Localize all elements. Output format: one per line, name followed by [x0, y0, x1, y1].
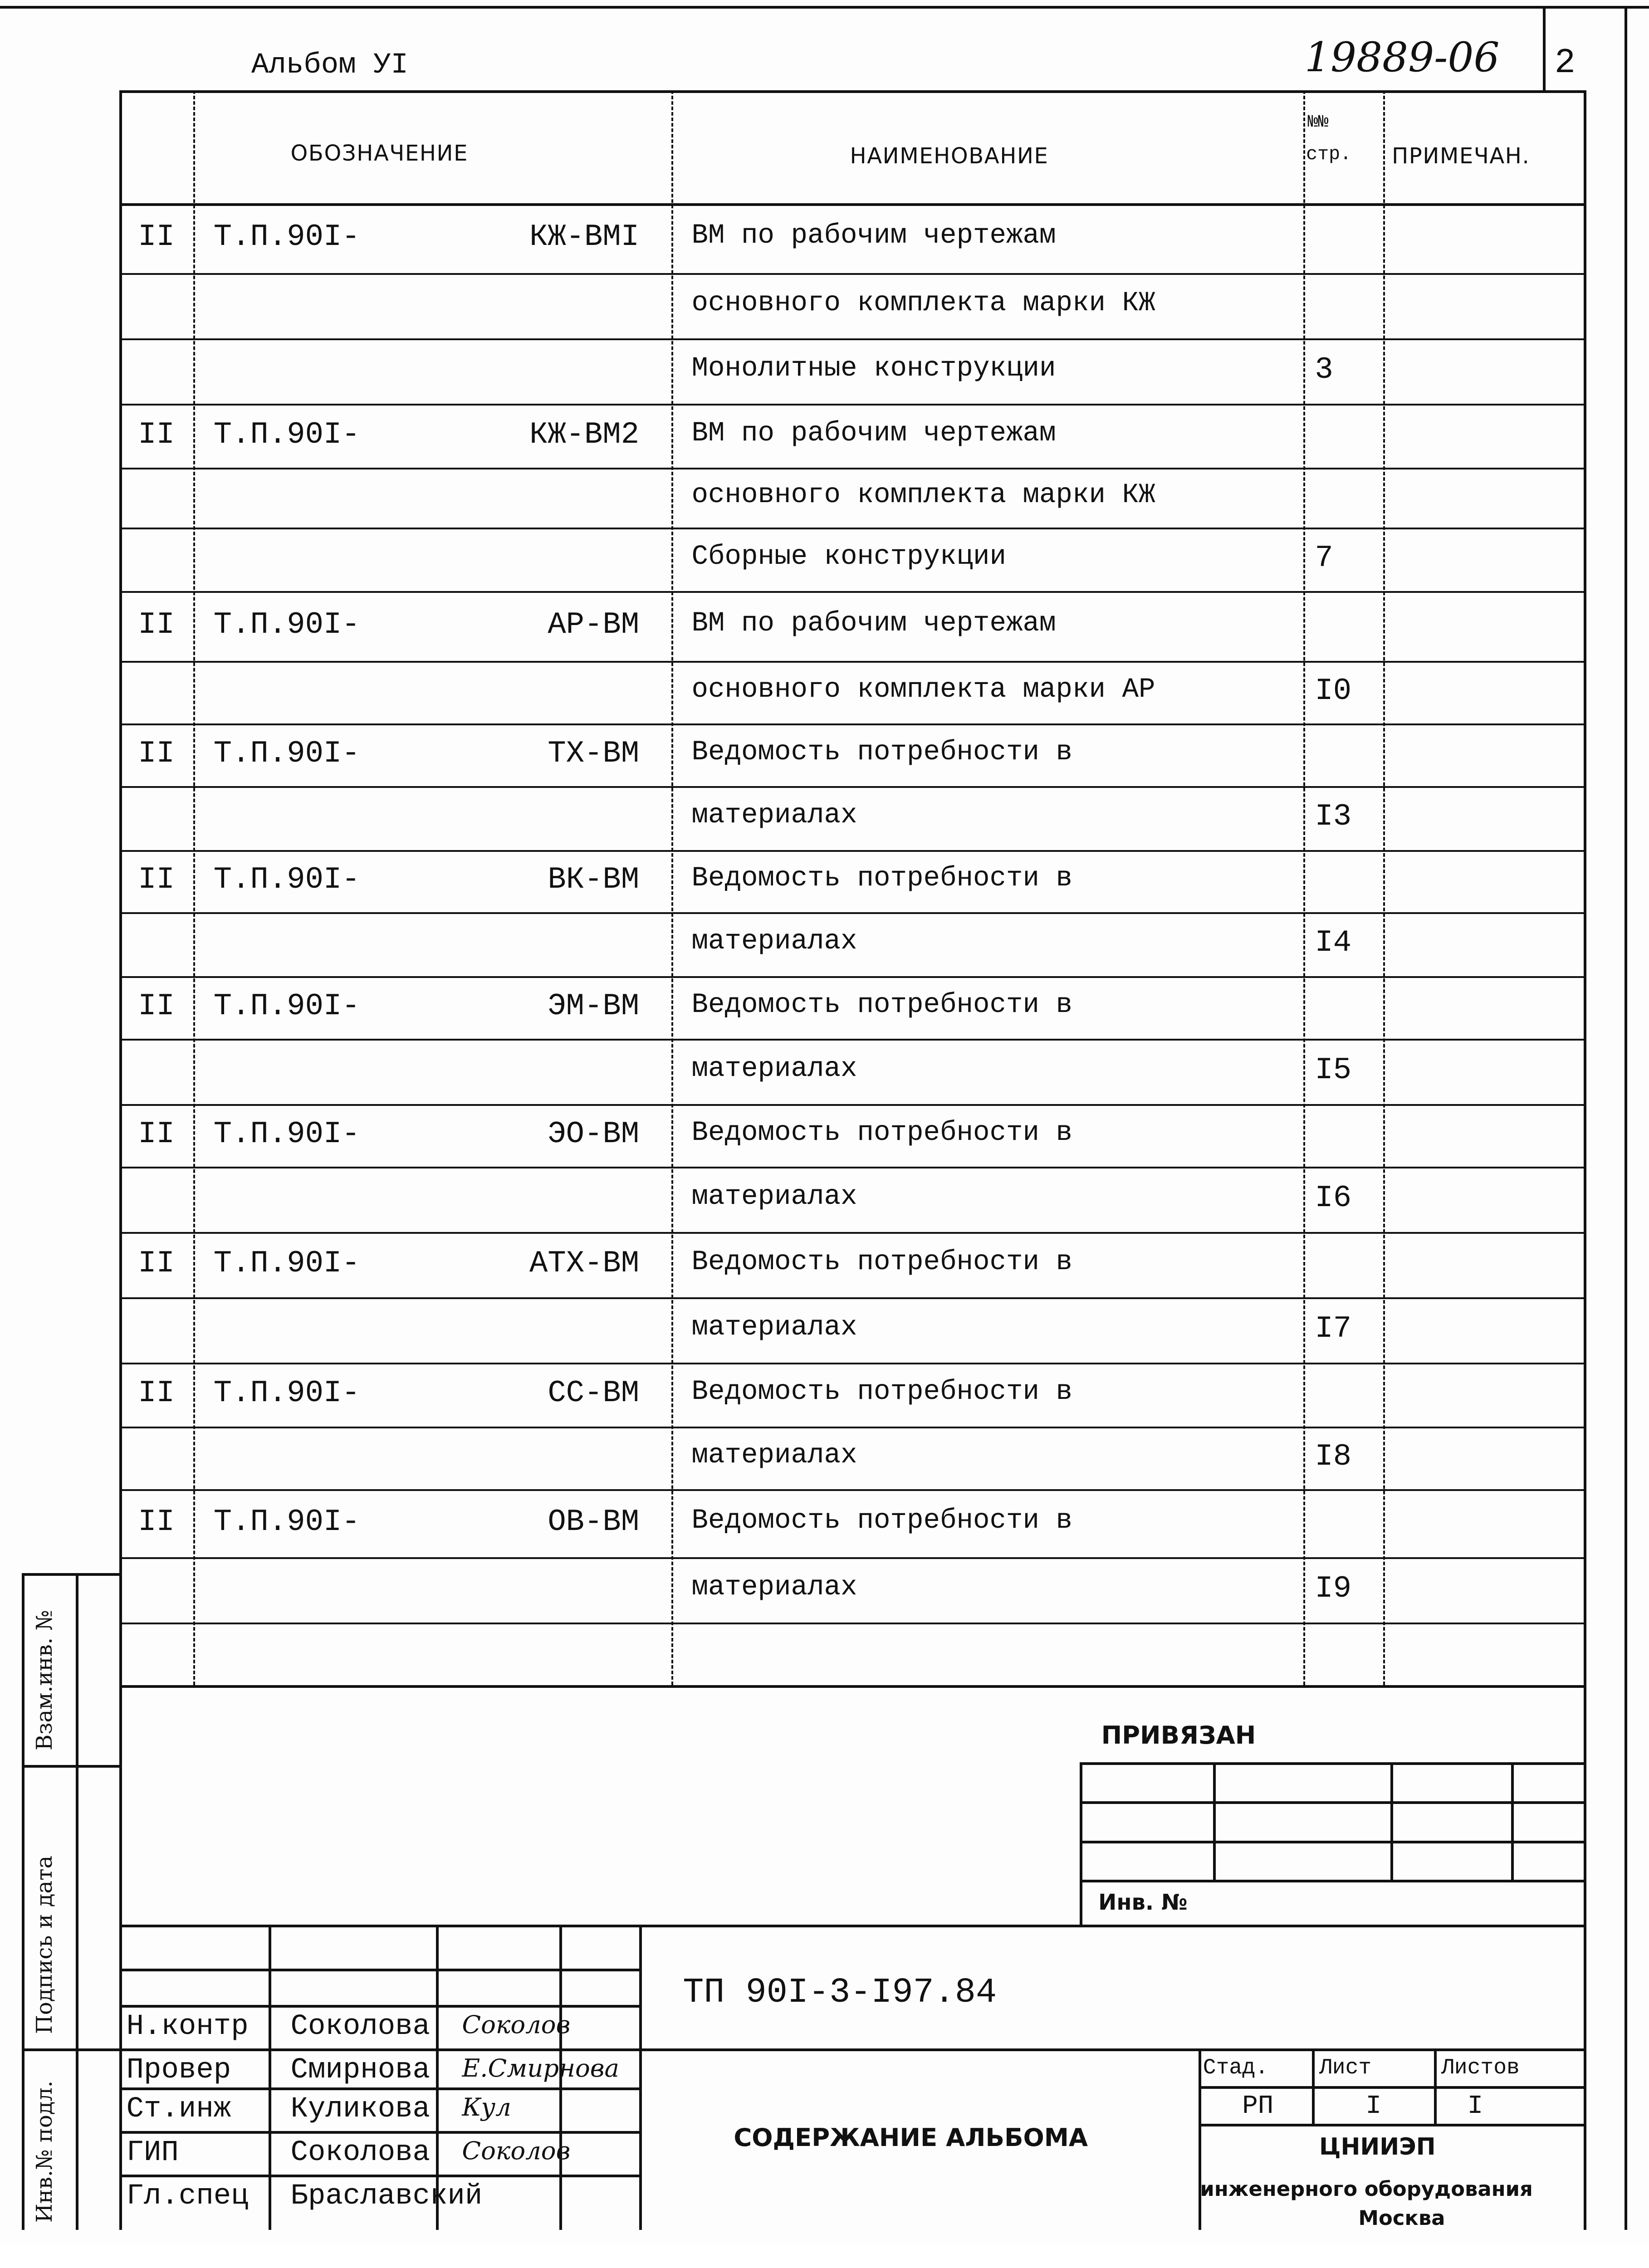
- row-number: II: [138, 989, 175, 1024]
- row-mark: ВК-ВМ: [548, 863, 640, 898]
- row-name: материалах: [691, 1311, 857, 1343]
- sheets-label: Листов: [1441, 2055, 1520, 2080]
- row-page: I3: [1315, 799, 1352, 834]
- row-line: [119, 1297, 1584, 1299]
- row-code: Т.П.90I-: [213, 1505, 360, 1540]
- col-line: [671, 90, 673, 1685]
- row-line: [119, 1489, 1584, 1491]
- col-header-name: НАИМЕНОВАНИЕ: [850, 143, 1049, 169]
- signature: Соколов: [462, 2136, 571, 2165]
- row-code: Т.П.90I-: [213, 417, 360, 452]
- row-name: основного комплекта марки КЖ: [691, 287, 1155, 319]
- row-page: I8: [1315, 1439, 1352, 1474]
- signer-row-line: [119, 1969, 640, 1971]
- row-page: 3: [1315, 353, 1333, 388]
- row-code: Т.П.90I-: [213, 608, 360, 643]
- sheet-number: 2: [1554, 44, 1576, 83]
- row-code: Т.П.90I-: [213, 1117, 360, 1152]
- title-line: [119, 1925, 1584, 1927]
- signer-name: Соколова: [290, 2136, 430, 2170]
- sheets-value: I: [1467, 2091, 1483, 2121]
- side-line: [76, 1573, 78, 2230]
- row-code: Т.П.90I-: [213, 863, 360, 898]
- row-number: II: [138, 1246, 175, 1281]
- signer-role: Ст.инж: [126, 2093, 231, 2126]
- binding-line: [1080, 1880, 1584, 1882]
- col-line: [1383, 90, 1385, 1685]
- signer-role: ГИП: [126, 2136, 179, 2170]
- row-name: материалах: [691, 1053, 857, 1085]
- col-header-page-no: №№: [1307, 112, 1329, 132]
- row-line: [119, 1167, 1584, 1168]
- row-mark: ТХ-ВМ: [548, 736, 640, 771]
- signer-name: Смирнова: [290, 2053, 430, 2087]
- signer-col: [639, 1925, 642, 2230]
- signer-role: Провер: [126, 2053, 231, 2087]
- side-orig-inv: Инв.№ подл.: [32, 2080, 58, 2223]
- stage-value: РП: [1242, 2091, 1274, 2121]
- binding-line: [1390, 1762, 1393, 1880]
- signer-row-line: [119, 2175, 640, 2177]
- row-line: [119, 1427, 1584, 1428]
- signature: Е.Смирнова: [462, 2053, 619, 2082]
- document-title: СОДЕРЖАНИЕ АЛЬБОМА: [734, 2123, 1088, 2152]
- side-border: [22, 1573, 24, 2230]
- binding-line: [1080, 1762, 1584, 1765]
- left-border: [119, 90, 122, 2230]
- binding-title: ПРИВЯЗАН: [1101, 1721, 1256, 1750]
- row-line: [119, 661, 1584, 663]
- row-code: Т.П.90I-: [213, 989, 360, 1024]
- row-line: [119, 1232, 1584, 1234]
- row-name: Ведомость потребности в: [691, 1246, 1073, 1278]
- row-line: [119, 1557, 1584, 1559]
- signer-name: Соколова: [290, 2010, 430, 2043]
- row-mark: АР-ВМ: [548, 608, 640, 643]
- sheet-label: Лист: [1319, 2055, 1372, 2080]
- side-line: [22, 1573, 119, 1576]
- row-name: материалах: [691, 1439, 857, 1471]
- col-line: [193, 90, 195, 1685]
- row-name: Ведомость потребности в: [691, 989, 1073, 1021]
- binding-line: [1080, 1762, 1082, 1925]
- row-mark: КЖ-ВМI: [529, 220, 640, 254]
- row-name: основного комплекта марки АР: [691, 674, 1155, 705]
- row-number: II: [138, 736, 175, 771]
- signer-row-line: [119, 2087, 640, 2090]
- document-code: ТП 90I-3-I97.84: [683, 1973, 997, 2013]
- sheet-value: I: [1365, 2091, 1382, 2121]
- row-name: Ведомость потребности в: [691, 1505, 1073, 1536]
- signer-name: Куликова: [290, 2093, 430, 2126]
- row-name: основного комплекта марки КЖ: [691, 479, 1155, 511]
- row-number: II: [138, 220, 175, 254]
- stage-label: Стад.: [1203, 2055, 1268, 2080]
- signer-row-line: [119, 2131, 640, 2134]
- row-name: Монолитные конструкции: [691, 353, 1056, 385]
- divider: [1543, 7, 1546, 90]
- row-number: II: [138, 1505, 175, 1540]
- row-line: [119, 273, 1584, 275]
- signer-row-line: [119, 2005, 640, 2008]
- title-block-top: [119, 1685, 1584, 1688]
- row-page: I4: [1315, 926, 1352, 961]
- signer-role: Гл.спец: [126, 2180, 249, 2213]
- row-line: [119, 338, 1584, 340]
- binding-inv: Инв. №: [1098, 1889, 1188, 1915]
- row-mark: КЖ-ВМ2: [529, 417, 640, 452]
- row-line: [119, 1039, 1584, 1041]
- stage-line: [1199, 2086, 1584, 2089]
- row-line: [119, 850, 1584, 852]
- signer-row-line: [119, 2048, 640, 2051]
- row-line: [119, 1104, 1584, 1106]
- table-right-border: [1584, 90, 1586, 2230]
- row-number: II: [138, 1117, 175, 1152]
- row-name: ВМ по рабочим чертежам: [691, 417, 1056, 449]
- row-name: материалах: [691, 1572, 857, 1603]
- row-line: [119, 912, 1584, 914]
- row-line: [119, 404, 1584, 406]
- row-code: Т.П.90I-: [213, 1246, 360, 1281]
- binding-line: [1511, 1762, 1514, 1880]
- row-number: II: [138, 608, 175, 643]
- row-page: I7: [1315, 1311, 1352, 1346]
- row-page: I0: [1315, 674, 1352, 709]
- stage-line: [1199, 2048, 1201, 2230]
- row-name: ВМ по рабочим чертежам: [691, 608, 1056, 640]
- signer-name: Браславский: [290, 2180, 483, 2213]
- col-header-page-str: стр.: [1306, 143, 1352, 166]
- row-name: Ведомость потребности в: [691, 863, 1073, 894]
- row-name: Ведомость потребности в: [691, 1117, 1073, 1149]
- col-header-designation: ОБОЗНАЧЕНИЕ: [290, 140, 469, 166]
- table-top: [119, 90, 1587, 93]
- row-line: [119, 1363, 1584, 1364]
- header-bottom: [119, 203, 1584, 206]
- row-line: [119, 1623, 1584, 1624]
- row-line: [119, 591, 1584, 593]
- row-line: [119, 786, 1584, 788]
- top-border: [0, 6, 1649, 9]
- city: Москва: [1358, 2205, 1445, 2230]
- row-mark: ОВ-ВМ: [548, 1505, 640, 1540]
- row-name: Ведомость потребности в: [691, 1376, 1073, 1408]
- row-number: II: [138, 863, 175, 898]
- row-line: [119, 468, 1584, 469]
- col-header-note: ПРИМЕЧАН.: [1392, 143, 1530, 169]
- signer-role: Н.контр: [126, 2010, 249, 2043]
- organization: ЦНИИЭП: [1319, 2133, 1436, 2160]
- binding-line: [1213, 1762, 1216, 1880]
- row-code: Т.П.90I-: [213, 736, 360, 771]
- row-name: ВМ по рабочим чертежам: [691, 220, 1056, 251]
- row-code: Т.П.90I-: [213, 220, 360, 254]
- binding-line: [1080, 1801, 1584, 1804]
- row-line: [119, 976, 1584, 978]
- stage-line: [1199, 2124, 1584, 2126]
- row-name: Сборные конструкции: [691, 541, 1006, 572]
- row-page: 7: [1315, 541, 1333, 576]
- row-code: Т.П.90I-: [213, 1376, 360, 1411]
- row-number: II: [138, 417, 175, 452]
- row-name: материалах: [691, 1181, 857, 1212]
- row-line: [119, 723, 1584, 725]
- row-page: I9: [1315, 1572, 1352, 1607]
- signature: Кул: [462, 2092, 511, 2122]
- row-page: I5: [1315, 1053, 1352, 1088]
- right-border: [1625, 7, 1627, 2230]
- side-sign-date: Подпись и дата: [32, 1855, 58, 2034]
- doc-number: 19889-06: [1304, 34, 1500, 82]
- album-label: Альбом УI: [251, 49, 408, 82]
- signature: Соколов: [462, 2009, 571, 2039]
- row-mark: ЭО-ВМ: [548, 1117, 640, 1152]
- row-name: материалах: [691, 799, 857, 831]
- row-name: Ведомость потребности в: [691, 736, 1073, 768]
- binding-line: [1080, 1841, 1584, 1843]
- row-mark: ЭМ-ВМ: [548, 989, 640, 1024]
- side-replace-inv: Взам.инв. №: [32, 1610, 58, 1751]
- side-line: [22, 1765, 119, 1768]
- row-number: II: [138, 1376, 175, 1411]
- row-name: материалах: [691, 926, 857, 958]
- row-page: I6: [1315, 1181, 1352, 1216]
- organization-full: инженерного оборудования: [1200, 2176, 1533, 2201]
- col-line: [1303, 90, 1305, 1685]
- row-mark: СС-ВМ: [548, 1376, 640, 1411]
- row-line: [119, 528, 1584, 529]
- row-mark: АТХ-ВМ: [529, 1246, 640, 1281]
